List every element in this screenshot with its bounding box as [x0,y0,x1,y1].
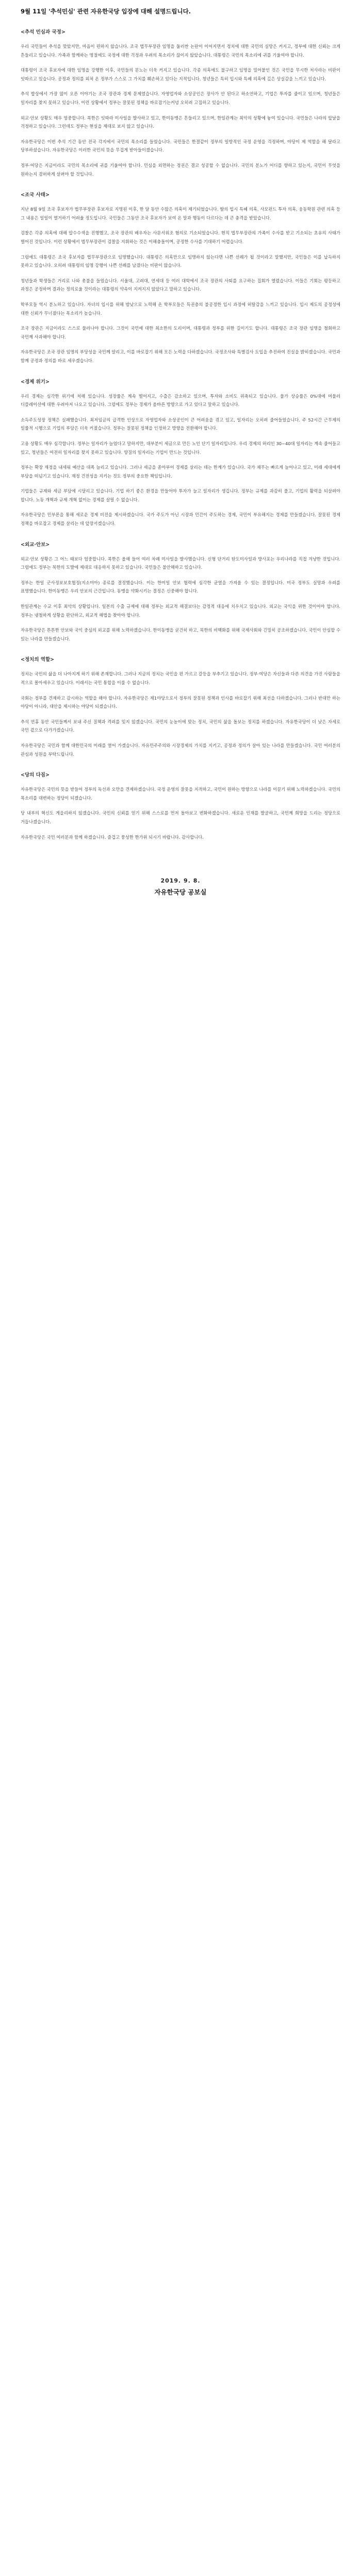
paragraph: 외교·안보 상황도 매우 엄중합니다. 북한은 잇따라 미사일을 발사하고 있고, 한미동맹은 흔들리고 있으며, 한일관계는 최악의 상황에 놓여 있습니다. 국민들은 나라의 앞날을 걱정하고 있습니다. 그런데도 정부는 현실을 제대로 보지 않고 있습니다. [21,115,340,129]
paragraph: 검찰은 각종 의혹에 대해 압수수색을 진행했고, 조국 장관의 배우자는 사문서위조 혐의로 기소되었습니다. 현직 법무부장관의 가족이 수사를 받고 기소되는 초유의 사태가 벌어진 것입니다. 이런 상황에서 법무부장관이 검찰을 지휘하는 것은 이해충돌이며, 공정한 수사를 기대하기 어렵습니다. [21,230,340,244]
paragraph: 고용 상황도 매우 심각합니다. 정부는 일자리가 늘었다고 말하지만, 대부분이 세금으로 만든 노인 단기 일자리입니다. 우리 경제의 허리인 30~40대 일자리는 계속 줄어들고 있고, 청년들은 여전히 일자리를 찾지 못하고 있습니다. 양질의 일자리는 기업이 만드는 것입니다. [21,440,340,455]
paragraph: 자유한국당은 국민과 함께 대한민국의 미래를 열어 가겠습니다. 자유민주주의와 시장경제의 가치를 지키고, 공정과 정의가 살아 있는 나라를 만들겠습니다. 국민 여러분의 관심과 성원을 부탁드립니다. [21,742,340,757]
document-title: 9월 11일 '추석민심' 관련 자유한국당 입장에 대해 설명드립니다. [21,8,191,15]
paragraph: 정치는 국민의 삶을 더 나아지게 하기 위해 존재합니다. 그러나 지금의 정치는 국민을 편 가르고 갈등을 부추기고 있습니다. 정부·여당은 자신들과 다른 의견을 가진 사람들을 적으로 몰아세우고 있습니다. 이래서는 국민 통합을 이룰 수 없습니다. [21,671,340,685]
paragraph: 한일관계는 수교 이후 최악의 상황입니다. 일본의 수출 규제에 대해 정부는 외교적 해결보다는 감정적 대응에 치우치고 있습니다. 외교는 국익을 위한 것이어야 합니다. 정부는 냉철하게 상황을 판단하고, 외교적 해법을 찾아야 합니다. [21,604,340,618]
section [21,28,340,178]
paragraph: 자유한국당은 튼튼한 안보와 국익 중심의 외교를 위해 노력하겠습니다. 한미동맹을 굳건히 하고, 북한의 비핵화를 위해 국제사회와 긴밀히 공조하겠습니다. 국민이 안심할 수 있는 나라를 만들겠습니다. [21,628,340,641]
section-heading: <외교·안보> [21,541,50,548]
paragraph: 추석 연휴 동안 국민들께서 보내 주신 질책과 격려를 잊지 않겠습니다. 국민의 눈높이에 맞는 정치, 국민의 삶을 돌보는 정치를 하겠습니다. 자유한국당이 더 낮은 자세로 국민 곁으로 다가가겠습니다. [21,719,340,733]
paragraph: 추석 밥상에서 가장 많이 오른 이야기는 조국 장관과 경제 문제였습니다. 자영업자와 소상공인은 장사가 안 된다고 하소연하고, 기업은 투자를 줄이고 있으며, 청년들은 일자리를 찾지 못하고 있습니다. 이런 상황에서 정부는 잘못된 정책을 바로잡기는커녕 오히려 고집하고 있습니다. [21,91,340,106]
paragraph: 소득주도성장 정책은 실패했습니다. 최저임금의 급격한 인상으로 자영업자와 소상공인이 큰 어려움을 겪고 있고, 일자리는 오히려 줄어들었습니다. 주 52시간 근무제의 일률적 시행으로 기업의 부담은 더욱 커졌습니다. 정부는 잘못된 정책을 인정하고 방향을 전환해야 합니다. [21,417,340,431]
paragraph: 자유한국당은 국민의 뜻을 받들어 정부의 독선과 오만을 견제하겠습니다. 국정 운영의 잘못을 지적하고, 국민이 원하는 방향으로 나라를 이끌기 위해 노력하겠습니다. 국민의 목소리를 대변하는 정당이 되겠습니다. [21,787,340,801]
paragraph: 지난 8월 9일 조국 후보자가 법무부장관 후보자로 지명된 이후, 한 달 동안 수많은 의혹이 제기되었습니다. 딸의 입시 특혜 의혹, 사모펀드 투자 의혹, 웅동학원 관련 의혹 등 그 내용은 일일이 열거하기 어려울 정도입니다. 국민들은 그동안 조국 후보자가 보여 온 말과 행동이 다르다는 데 큰 충격을 받았습니다. [21,207,340,221]
section-heading: <경제 위기> [21,379,50,385]
section [21,540,340,643]
paragraph: 자유한국당은 국민 여러분과 함께 하겠습니다. 즐겁고 풍성한 한가위 되시기 바랍니다. 감사합니다. [21,834,204,840]
release-author: 자유한국당 공보실 [154,888,207,896]
paragraph: 외교·안보 상황은 그 어느 때보다 엄중합니다. 북한은 올해 들어 여러 차례 미사일을 발사했습니다. 신형 단거리 탄도미사일과 방사포는 우리나라를 직접 겨냥한 것입니다. 그럼에도 정부는 북한의 도발에 제대로 대응하지 못하고 있습니다. 국민들은 불안해하고 있습니다. [21,556,340,570]
paragraph: 대통령이 조국 후보자에 대한 임명을 강행한 이후, 국민들의 분노는 더욱 커지고 있습니다. 각종 의혹에도 불구하고 임명을 밀어붙인 것은 국민을 무시한 처사라는 비판이 잇따르고 있습니다. 공정과 정의를 외쳐 온 정부가 스스로 그 가치를 훼손하고 있다는 지적입니다. 청년들은 특히 입시와 특혜 의혹에 깊은 상실감을 느끼고 있습니다. [21,67,340,81]
paragraph: 자유한국당은 이번 추석 기간 동안 전국 각지에서 국민의 목소리를 들었습니다. 국민들은 한결같이 정부의 일방적인 국정 운영을 걱정하며, 야당이 제 역할을 해 달라고 당부하셨습니다. 자유한국당은 이러한 국민의 뜻을 무겁게 받아들이겠습니다. [21,139,340,153]
section [21,191,340,365]
section-heading: <당의 다짐> [21,772,50,778]
paragraph: 정부는 확장 재정을 내세워 예산을 대폭 늘리고 있습니다. 그러나 세금을 쏟아부어 경제를 살리는 데는 한계가 있습니다. 국가 채무는 빠르게 늘어나고 있고, 미래 세대에게 부담을 떠넘기고 있습니다. 재정 건전성을 지키는 것도 정부의 중요한 책임입니다. [21,465,340,479]
paragraph: 자유한국당은 민부론을 통해 새로운 경제 비전을 제시하겠습니다. 국가 주도가 아닌 시장과 민간이 주도하는 경제, 국민이 부유해지는 경제를 만들겠습니다. 잘못된 경제 정책을 바로잡고 경제를 살리는 데 앞장서겠습니다. [21,512,340,527]
section-heading: <정치의 역할> [21,657,55,663]
paragraph: 학부모들 역시 분노하고 있습니다. 자녀의 입시를 위해 밤낮으로 노력해 온 학부모들은 특권층의 불공정한 입시 과정에 허탈감을 느끼고 있습니다. 입시 제도의 공정성에 대한 신뢰가 무너졌다는 목소리가 높습니다. [21,301,340,316]
paragraph: 조국 장관은 지금이라도 스스로 물러나야 합니다. 그것이 국민에 대한 최소한의 도리이며, 대통령과 정부를 위한 길이기도 합니다. 대통령은 조국 장관 임명을 철회하고 국민께 사과해야 합니다. [21,326,340,340]
paragraph: 정부·여당은 지금이라도 국민의 목소리에 귀를 기울여야 합니다. 민심을 외면하는 정권은 결코 성공할 수 없습니다. 국민의 분노가 어디를 향하고 있는지, 국민이 무엇을 원하는지 겸허하게 살펴야 할 것입니다. [21,163,340,177]
section [21,655,340,758]
paragraph: 자유한국당은 조국 장관 임명의 부당성을 국민께 알리고, 이를 바로잡기 위해 모든 노력을 다하겠습니다. 국정조사와 특별검사 도입을 추진하여 진실을 밝히겠습니다. 국민과 함께 공정과 정의를 바로 세우겠습니다. [21,349,340,363]
paragraph: 정부는 한일 군사정보보호협정(지소미아) 종료를 결정했습니다. 이는 한미일 안보 협력에 심각한 균열을 가져올 수 있는 결정입니다. 미국 정부도 실망과 우려를 표명했습니다. 한미동맹은 우리 안보의 근간입니다. 동맹을 약화시키는 결정은 신중해야 합니다. [21,580,340,594]
paragraph: 국회는 정부를 견제하고 감시하는 역할을 해야 합니다. 자유한국당은 제1야당으로서 정부의 잘못된 정책과 인사를 바로잡기 위해 최선을 다하겠습니다. 그러나 반대만 하는 야당이 아니라, 대안을 제시하는 야당이 되겠습니다. [21,695,340,709]
section [21,771,340,841]
paragraph: 청년들과 학생들은 거리로 나와 촛불을 들었습니다. 서울대, 고려대, 연세대 등 여러 대학에서 조국 장관의 사퇴를 요구하는 집회가 열렸습니다. 이들은 기회는 평등하고 과정은 공정하며 결과는 정의로울 것이라는 대통령의 약속이 지켜지지 않았다고 말하고 있습니다. [21,278,340,292]
paragraph: 우리 경제는 심각한 위기에 처해 있습니다. 성장률은 계속 떨어지고, 수출은 감소하고 있으며, 투자와 소비도 위축되고 있습니다. 물가 상승률은 0%대에 머물러 디플레이션에 대한 우려마저 나오고 있습니다. 그럼에도 정부는 경제가 올바른 방향으로 가고 있다고 말하고 있습니다. [21,393,340,408]
paragraph: 당 내부의 혁신도 게을리하지 않겠습니다. 국민의 신뢰를 얻기 위해 스스로를 먼저 돌아보고 변화하겠습니다. 새로운 인재를 발굴하고, 국민께 희망을 드리는 정당으로 거듭나겠습니다. [21,810,340,824]
paragraph: 기업들은 규제와 세금 부담에 시달리고 있습니다. 기업 하기 좋은 환경을 만들어야 투자가 늘고 일자리가 생깁니다. 정부는 규제를 과감히 풀고, 기업의 활력을 되살려야 합니다. 노동 개혁과 규제 개혁 없이는 경제를 살릴 수 없습니다. [21,488,340,502]
section [21,378,340,528]
section-heading: <추석 민심과 국정> [21,29,65,36]
release-date: 2019. 9. 8. [160,877,201,885]
paragraph: 우리 국민들이 추석을 맞았지만, 마음이 편하지 않습니다. 조국 법무부장관 임명을 둘러싼 논란이 이어지면서 정치에 대한 국민의 실망은 커지고, 정부에 대한 신뢰는 크게 흔들리고 있습니다. 가족과 함께하는 명절에도 국정에 대한 걱정과 우려의 목소리가 끊이지 않았습니다. 대통령은 국민의 목소리에 귀를 기울여야 합니다. [21,44,340,58]
section-heading: <조국 사태> [21,192,50,198]
paragraph: 그럼에도 대통령은 조국 후보자를 법무부장관으로 임명했습니다. 대통령은 의혹만으로 임명하지 않는다면 나쁜 선례가 될 것이라고 말했지만, 국민들은 이를 납득하지 못하고 있습니다. 오히려 대통령의 임명 강행이 나쁜 선례를 남겼다는 비판이 많습니다. [21,254,340,268]
